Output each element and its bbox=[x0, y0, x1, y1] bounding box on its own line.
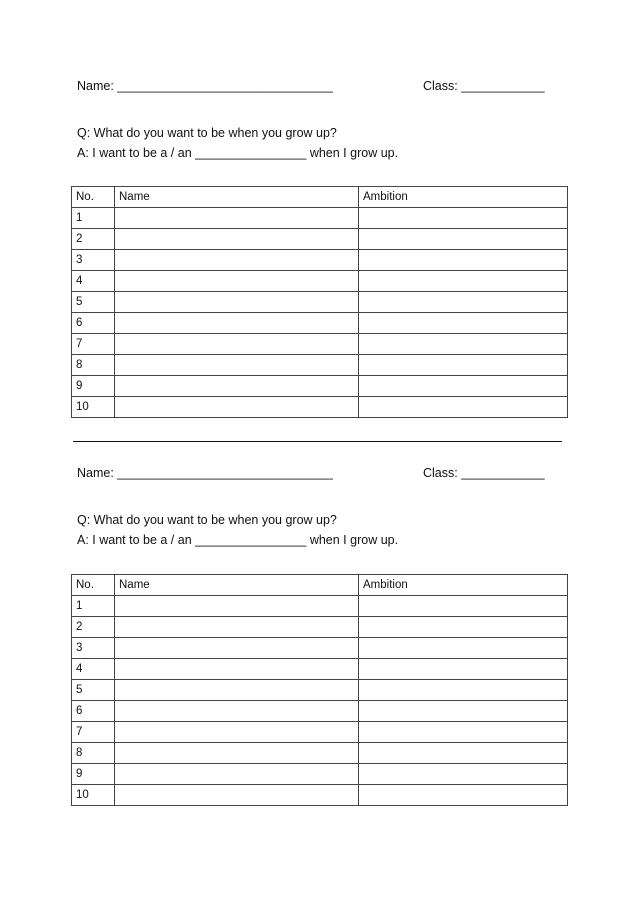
question-text: Q: What do you want to be when you grow up? bbox=[77, 126, 337, 140]
name-cell[interactable] bbox=[115, 271, 359, 292]
row-number: 7 bbox=[72, 334, 115, 355]
table-row bbox=[72, 271, 568, 292]
table-row bbox=[72, 334, 568, 355]
row-number: 3 bbox=[72, 638, 115, 659]
table-row bbox=[72, 617, 568, 638]
answer-sentence: A: I want to be a / an ________________ when I grow up. bbox=[77, 533, 399, 547]
table-row bbox=[72, 701, 568, 722]
table-row bbox=[72, 397, 568, 418]
table-row bbox=[72, 638, 568, 659]
row-number: 4 bbox=[72, 659, 115, 680]
ambition-cell[interactable] bbox=[359, 292, 568, 313]
row-number: 2 bbox=[72, 617, 115, 638]
row-number: 1 bbox=[72, 208, 115, 229]
name-field-line: Name: _______________________________ bbox=[77, 79, 333, 93]
header-name: Name bbox=[115, 187, 359, 208]
ambition-cell[interactable] bbox=[359, 638, 568, 659]
name-cell[interactable] bbox=[115, 376, 359, 397]
ambition-cell[interactable] bbox=[359, 764, 568, 785]
table-row bbox=[72, 596, 568, 617]
row-number: 6 bbox=[72, 701, 115, 722]
table-header-row bbox=[72, 187, 568, 208]
ambition-cell[interactable] bbox=[359, 313, 568, 334]
ambition-cell[interactable] bbox=[359, 701, 568, 722]
row-number: 6 bbox=[72, 313, 115, 334]
table-row bbox=[72, 743, 568, 764]
row-number: 3 bbox=[72, 250, 115, 271]
header-no: No. bbox=[72, 575, 115, 596]
header-no: No. bbox=[72, 187, 115, 208]
answer-sentence: A: I want to be a / an ________________ when I grow up. bbox=[77, 146, 399, 160]
name-cell[interactable] bbox=[115, 638, 359, 659]
name-field-line: Name: _______________________________ bbox=[77, 466, 333, 480]
name-cell[interactable] bbox=[115, 596, 359, 617]
table-row bbox=[72, 355, 568, 376]
name-cell[interactable] bbox=[115, 743, 359, 764]
ambition-cell[interactable] bbox=[359, 722, 568, 743]
table-row bbox=[72, 229, 568, 250]
name-cell[interactable] bbox=[115, 292, 359, 313]
table-row bbox=[72, 313, 568, 334]
ambition-cell[interactable] bbox=[359, 376, 568, 397]
ambition-cell[interactable] bbox=[359, 229, 568, 250]
table-row bbox=[72, 208, 568, 229]
ambition-cell[interactable] bbox=[359, 785, 568, 806]
row-number: 8 bbox=[72, 743, 115, 764]
ambition-cell[interactable] bbox=[359, 743, 568, 764]
row-number: 10 bbox=[72, 785, 115, 806]
name-cell[interactable] bbox=[115, 250, 359, 271]
cut-line-divider bbox=[73, 441, 562, 442]
ambition-cell[interactable] bbox=[359, 596, 568, 617]
row-number: 4 bbox=[72, 271, 115, 292]
row-number: 5 bbox=[72, 680, 115, 701]
row-number: 9 bbox=[72, 376, 115, 397]
table-row bbox=[72, 785, 568, 806]
table-row bbox=[72, 722, 568, 743]
row-number: 1 bbox=[72, 596, 115, 617]
name-cell[interactable] bbox=[115, 764, 359, 785]
name-cell[interactable] bbox=[115, 785, 359, 806]
name-cell[interactable] bbox=[115, 313, 359, 334]
ambition-cell[interactable] bbox=[359, 397, 568, 418]
row-number: 8 bbox=[72, 355, 115, 376]
name-cell[interactable] bbox=[115, 680, 359, 701]
ambition-cell[interactable] bbox=[359, 617, 568, 638]
header-name: Name bbox=[115, 575, 359, 596]
table-row bbox=[72, 680, 568, 701]
class-field-line: Class: ____________ bbox=[423, 466, 545, 480]
ambition-cell[interactable] bbox=[359, 250, 568, 271]
table-row bbox=[72, 376, 568, 397]
row-number: 10 bbox=[72, 397, 115, 418]
table-row bbox=[72, 250, 568, 271]
name-cell[interactable] bbox=[115, 208, 359, 229]
header-ambition: Ambition bbox=[359, 575, 568, 596]
table-row bbox=[72, 292, 568, 313]
ambition-cell[interactable] bbox=[359, 659, 568, 680]
table-header-row bbox=[72, 575, 568, 596]
ambition-table bbox=[71, 574, 568, 806]
name-cell[interactable] bbox=[115, 397, 359, 418]
ambition-cell[interactable] bbox=[359, 271, 568, 292]
name-cell[interactable] bbox=[115, 617, 359, 638]
table-row bbox=[72, 659, 568, 680]
header-ambition: Ambition bbox=[359, 187, 568, 208]
row-number: 5 bbox=[72, 292, 115, 313]
question-text: Q: What do you want to be when you grow up? bbox=[77, 513, 337, 527]
row-number: 2 bbox=[72, 229, 115, 250]
ambition-cell[interactable] bbox=[359, 680, 568, 701]
table-row bbox=[72, 764, 568, 785]
row-number: 9 bbox=[72, 764, 115, 785]
class-field-line: Class: ____________ bbox=[423, 79, 545, 93]
name-cell[interactable] bbox=[115, 659, 359, 680]
name-cell[interactable] bbox=[115, 722, 359, 743]
ambition-cell[interactable] bbox=[359, 334, 568, 355]
name-cell[interactable] bbox=[115, 355, 359, 376]
ambition-cell[interactable] bbox=[359, 208, 568, 229]
name-cell[interactable] bbox=[115, 701, 359, 722]
name-cell[interactable] bbox=[115, 229, 359, 250]
name-cell[interactable] bbox=[115, 334, 359, 355]
ambition-cell[interactable] bbox=[359, 355, 568, 376]
ambition-table bbox=[71, 186, 568, 418]
row-number: 7 bbox=[72, 722, 115, 743]
